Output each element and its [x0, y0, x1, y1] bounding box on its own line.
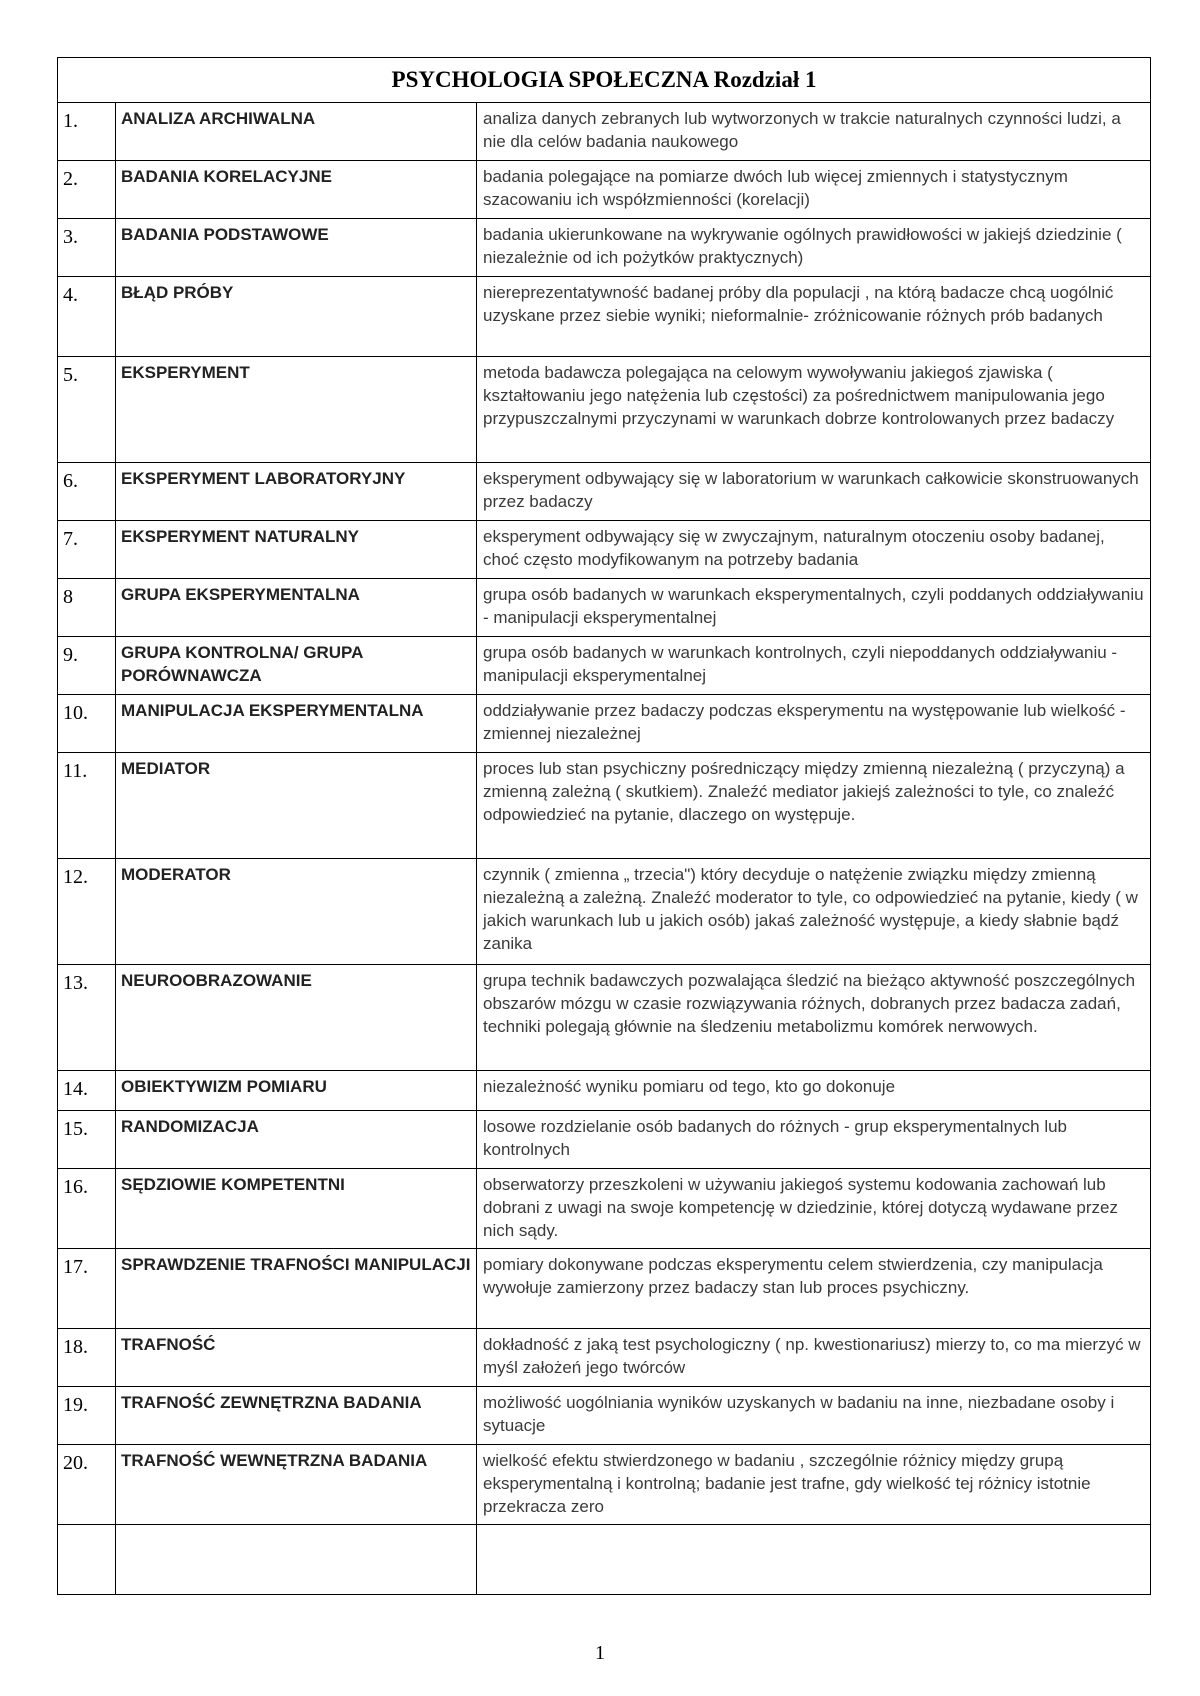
entry-definition: badania polegające na pomiarze dwóch lub więcej zmiennych i statystycznym szacowaniu ich współzmienności (korelacji) [477, 161, 1151, 219]
entry-definition: analiza danych zebranych lub wytworzonych w trakcie naturalnych czynności ludzi, a nie dla celów badania naukowego [477, 103, 1151, 161]
entry-definition: eksperyment odbywający się w laboratorium w warunkach całkowicie skonstruowanych przez badaczy [477, 463, 1151, 521]
entry-number: 16. [58, 1169, 116, 1249]
entry-definition: badania ukierunkowane na wykrywanie ogólnych prawidłowości w jakiejś dziedzinie ( niezależnie od ich pożytków praktycznych) [477, 219, 1151, 277]
entry-definition: wielkość efektu stwierdzonego w badaniu , szczególnie różnicy między grupą eksperymentalną i kontrolną; badanie jest trafne, gdy wielkość tej różnicy istotnie przekracza zero [477, 1445, 1151, 1525]
entry-definition: grupa technik badawczych pozwalająca śledzić na bieżąco aktywność poszczególnych obszarów mózgu w czasie rozwiązywania różnych, dobranych przez badacza zadań, techniki polegają głównie na śledzeniu metabolizmu komórek nerwowych. [477, 965, 1151, 1071]
entry-term: SPRAWDZENIE TRAFNOŚCI MANIPULACJI [116, 1249, 477, 1329]
table-row [58, 753, 1151, 859]
entry-definition: grupa osób badanych w warunkach kontrolnych, czyli niepoddanych oddziaływaniu - manipulacji eksperymentalnej [477, 637, 1151, 695]
table-row [58, 357, 1151, 463]
table-row [58, 579, 1151, 637]
entry-number: 19. [58, 1387, 116, 1445]
table-row [58, 1071, 1151, 1111]
entry-term: BADANIA KORELACYJNE [116, 161, 477, 219]
entry-number: 8 [58, 579, 116, 637]
entry-number: 15. [58, 1111, 116, 1169]
entry-number: 3. [58, 219, 116, 277]
entry-term: BŁĄD PRÓBY [116, 277, 477, 357]
entry-number: 14. [58, 1071, 116, 1111]
entry-term: NEUROOBRAZOWANIE [116, 965, 477, 1071]
entry-number: 1. [58, 103, 116, 161]
entry-term: TRAFNOŚĆ [116, 1329, 477, 1387]
entry-term: EKSPERYMENT LABORATORYJNY [116, 463, 477, 521]
entry-number: 6. [58, 463, 116, 521]
entry-definition: pomiary dokonywane podczas eksperymentu celem stwierdzenia, czy manipulacja wywołuje zamierzony przez badaczy stan lub proces psychiczny. [477, 1249, 1151, 1329]
entry-definition: losowe rozdzielanie osób badanych do różnych - grup eksperymentalnych lub kontrolnych [477, 1111, 1151, 1169]
entry-number: 2. [58, 161, 116, 219]
entry-term: RANDOMIZACJA [116, 1111, 477, 1169]
glossary-rows [58, 103, 1151, 1595]
table-row [58, 103, 1151, 161]
document-title: PSYCHOLOGIA SPOŁECZNA Rozdział 1 [58, 58, 1151, 103]
entry-definition: metoda badawcza polegająca na celowym wywoływaniu jakiegoś zjawiska ( kształtowaniu jego natężenia lub częstości) za pośrednictwem manipulowania jego przypuszczalnymi przyczynami w warunkach dobrze kontrolowanych przez badaczy [477, 357, 1151, 463]
entry-term: MEDIATOR [116, 753, 477, 859]
table-row [58, 161, 1151, 219]
entry-number: 9. [58, 637, 116, 695]
entry-term: EKSPERYMENT NATURALNY [116, 521, 477, 579]
entry-definition [477, 1525, 1151, 1595]
table-row [58, 1329, 1151, 1387]
table-row [58, 463, 1151, 521]
table-row [58, 859, 1151, 965]
entry-number: 7. [58, 521, 116, 579]
entry-number: 11. [58, 753, 116, 859]
entry-number: 20. [58, 1445, 116, 1525]
entry-definition: obserwatorzy przeszkoleni w używaniu jakiegoś systemu kodowania zachowań lub dobrani z uwagi na swoje kompetencję w dziedzinie, której dotyczą wydawane przez nich sądy. [477, 1169, 1151, 1249]
entry-number: 13. [58, 965, 116, 1071]
entry-term: ANALIZA ARCHIWALNA [116, 103, 477, 161]
entry-term: BADANIA PODSTAWOWE [116, 219, 477, 277]
entry-definition: niereprezentatywność badanej próby dla populacji , na którą badacze chcą uogólnić uzyskane przez siebie wyniki; nieformalnie- zróżnicowanie różnych prób badanych [477, 277, 1151, 357]
entry-term: MANIPULACJA EKSPERYMENTALNA [116, 695, 477, 753]
entry-term: TRAFNOŚĆ WEWNĘTRZNA BADANIA [116, 1445, 477, 1525]
table-row [58, 1387, 1151, 1445]
table-row [58, 1249, 1151, 1329]
entry-term: GRUPA EKSPERYMENTALNA [116, 579, 477, 637]
entry-definition: oddziaływanie przez badaczy podczas eksperymentu na występowanie lub wielkość - zmiennej niezależnej [477, 695, 1151, 753]
entry-number: 4. [58, 277, 116, 357]
entry-number: 18. [58, 1329, 116, 1387]
entry-term: GRUPA KONTROLNA/ GRUPA PORÓWNAWCZA [116, 637, 477, 695]
table-row [58, 219, 1151, 277]
table-row [58, 1111, 1151, 1169]
entry-definition: proces lub stan psychiczny pośredniczący między zmienną niezależną ( przyczyną) a zmienną zależną ( skutkiem). Znaleźć mediator jakiejś zależności to tyle, co znaleźć odpowiedzieć na pytanie, dlaczego on występuje. [477, 753, 1151, 859]
title-row [58, 58, 1151, 103]
glossary-table [57, 57, 1151, 1595]
entry-definition: niezależność wyniku pomiaru od tego, kto go dokonuje [477, 1071, 1151, 1111]
entry-number: 5. [58, 357, 116, 463]
table-row [58, 1525, 1151, 1595]
table-row [58, 695, 1151, 753]
entry-definition: możliwość uogólniania wyników uzyskanych w badaniu na inne, niezbadane osoby i sytuacje [477, 1387, 1151, 1445]
entry-definition: czynnik ( zmienna „ trzecia") który decyduje o natężenie związku między zmienną niezależną a zależną. Znaleźć moderator to tyle, co odpowiedzieć na pytanie, kiedy ( w jakich warunkach lub u jakich osób) jakaś zależność występuje, a kiedy słabnie bądź zanika [477, 859, 1151, 965]
entry-number: 17. [58, 1249, 116, 1329]
table-row [58, 1169, 1151, 1249]
entry-term: SĘDZIOWIE KOMPETENTNI [116, 1169, 477, 1249]
entry-definition: grupa osób badanych w warunkach eksperymentalnych, czyli poddanych oddziaływaniu - manipulacji eksperymentalnej [477, 579, 1151, 637]
entry-term: TRAFNOŚĆ ZEWNĘTRZNA BADANIA [116, 1387, 477, 1445]
page-number: 1 [595, 1642, 605, 1664]
table-row [58, 521, 1151, 579]
table-row [58, 965, 1151, 1071]
document-page [57, 57, 1150, 1595]
entry-term [116, 1525, 477, 1595]
table-row [58, 1445, 1151, 1525]
table-row [58, 637, 1151, 695]
entry-term: EKSPERYMENT [116, 357, 477, 463]
entry-term: OBIEKTYWIZM POMIARU [116, 1071, 477, 1111]
entry-number: 12. [58, 859, 116, 965]
table-row [58, 277, 1151, 357]
entry-number [58, 1525, 116, 1595]
entry-term: MODERATOR [116, 859, 477, 965]
entry-number: 10. [58, 695, 116, 753]
entry-definition: eksperyment odbywający się w zwyczajnym, naturalnym otoczeniu osoby badanej, choć często modyfikowanym na potrzeby badania [477, 521, 1151, 579]
entry-definition: dokładność z jaką test psychologiczny ( np. kwestionariusz) mierzy to, co ma mierzyć w myśl założeń jego twórców [477, 1329, 1151, 1387]
